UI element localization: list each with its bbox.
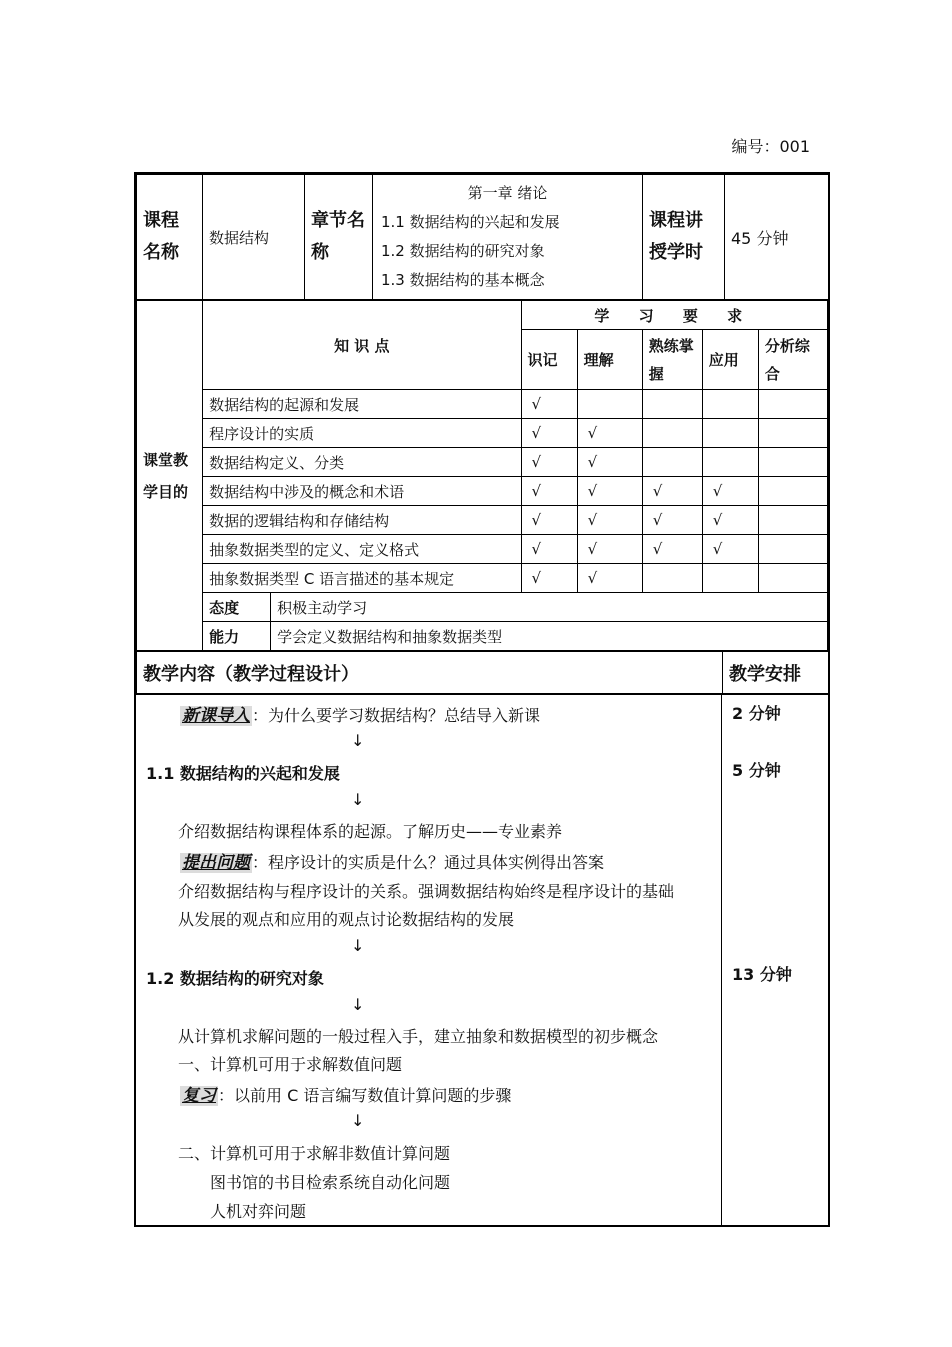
mark <box>642 448 702 477</box>
chapter-item: 1.1 数据结构的兴起和发展 <box>381 213 560 231</box>
hours-label: 课程讲授学时 <box>643 175 725 300</box>
section-2-title: 1.2 数据结构的研究对象 <box>146 969 324 988</box>
mark <box>758 506 827 535</box>
arrangement-header: 教学安排 <box>723 652 829 694</box>
time-allocation: 2 分钟 <box>732 704 781 723</box>
mark: √ <box>702 477 758 506</box>
topic: 抽象数据类型的定义、定义格式 <box>203 535 521 564</box>
content-schedule <box>722 695 828 1225</box>
table-row <box>137 506 828 535</box>
question-line <box>180 848 604 873</box>
mark: √ <box>642 535 702 564</box>
mark <box>577 390 642 419</box>
objectives-table <box>136 300 828 651</box>
section-2-line: 人机对弈问题 <box>210 1202 307 1221</box>
mark: √ <box>577 477 642 506</box>
mark: √ <box>521 535 577 564</box>
review-tag: 复习 <box>182 1086 216 1106</box>
mark: √ <box>521 390 577 419</box>
mark: √ <box>577 564 642 593</box>
content-process <box>136 695 722 1225</box>
section-1-line: 介绍数据结构课程体系的起源。了解历史——专业素养 <box>178 822 563 841</box>
table-row <box>137 564 828 593</box>
mark <box>702 564 758 593</box>
mark: √ <box>642 477 702 506</box>
section-2-line: 一、计算机可用于求解数值问题 <box>178 1055 403 1074</box>
review-line <box>180 1081 511 1106</box>
mark: √ <box>577 419 642 448</box>
flow-arrow: ↓ <box>351 936 365 955</box>
mark <box>642 564 702 593</box>
topic: 抽象数据类型 C 语言描述的基本规定 <box>203 564 521 593</box>
level-analyze: 分析综合 <box>758 330 827 390</box>
objectives-label: 课堂教学目的 <box>137 301 203 651</box>
section-2-line: 从计算机求解问题的一般过程入手，建立抽象和数据模型的初步概念 <box>178 1027 659 1046</box>
mark <box>702 419 758 448</box>
section-2-line: 二、计算机可用于求解非数值计算问题 <box>178 1144 451 1163</box>
time-allocation: 5 分钟 <box>732 761 781 780</box>
table-row <box>137 477 828 506</box>
section-1-line: 介绍数据结构与程序设计的关系。强调数据结构始终是程序设计的基础 <box>178 882 675 901</box>
ability-label: 能力 <box>203 622 271 651</box>
section-1-line: 从发展的观点和应用的观点讨论数据结构的发展 <box>178 910 515 929</box>
question-tag: 提出问题 <box>182 853 250 873</box>
topic: 数据结构定义、分类 <box>203 448 521 477</box>
attitude-value: 积极主动学习 <box>271 593 828 622</box>
knowledge-header: 知 识 点 <box>203 301 521 390</box>
mark <box>758 477 827 506</box>
mark: √ <box>521 477 577 506</box>
mark: √ <box>521 564 577 593</box>
ability-value: 学会定义数据结构和抽象数据类型 <box>271 622 828 651</box>
mark <box>642 419 702 448</box>
mark: √ <box>521 448 577 477</box>
table-row <box>137 390 828 419</box>
mark: √ <box>577 506 642 535</box>
chapter-label: 章节名称 <box>305 175 373 300</box>
topic: 数据结构的起源和发展 <box>203 390 521 419</box>
course-name-label: 课程名称 <box>137 175 203 300</box>
flow-arrow: ↓ <box>351 790 365 809</box>
mark: √ <box>702 506 758 535</box>
content-header-table <box>136 651 829 694</box>
document-number: 编号：001 <box>731 137 810 156</box>
mark: √ <box>702 535 758 564</box>
level-understand: 理解 <box>577 330 642 390</box>
review-text: ：以前用 C 语言编写数值计算问题的步骤 <box>218 1086 512 1105</box>
content-header: 教学内容（教学过程设计） <box>137 652 723 694</box>
intro-text: ：为什么要学习数据结构？总结导入新课 <box>252 706 541 725</box>
mark: √ <box>577 535 642 564</box>
mark: √ <box>577 448 642 477</box>
section-2-line: 图书馆的书目检索系统自动化问题 <box>210 1173 451 1192</box>
topic: 数据的逻辑结构和存储结构 <box>203 506 521 535</box>
hours-value: 45 分钟 <box>725 175 829 300</box>
lesson-plan-form <box>134 172 830 1227</box>
mark <box>758 564 827 593</box>
mark <box>758 419 827 448</box>
flow-arrow: ↓ <box>351 995 365 1014</box>
attitude-label: 态度 <box>203 593 271 622</box>
level-apply: 应用 <box>702 330 758 390</box>
level-master: 熟练掌握 <box>642 330 702 390</box>
mark <box>702 448 758 477</box>
section-1-title: 1.1 数据结构的兴起和发展 <box>146 764 340 783</box>
mark <box>702 390 758 419</box>
chapter-item: 1.2 数据结构的研究对象 <box>381 242 545 260</box>
table-row <box>137 448 828 477</box>
chapter-item: 1.3 数据结构的基本概念 <box>381 271 545 289</box>
question-text: ：程序设计的实质是什么？通过具体实例得出答案 <box>252 853 605 872</box>
mark <box>758 448 827 477</box>
course-name: 数据结构 <box>203 175 305 300</box>
mark <box>758 535 827 564</box>
intro-tag: 新课导入 <box>182 706 250 726</box>
mark: √ <box>642 506 702 535</box>
table-row <box>137 535 828 564</box>
mark <box>758 390 827 419</box>
mark: √ <box>521 419 577 448</box>
content-body <box>136 694 828 1225</box>
table-row <box>137 419 828 448</box>
time-allocation: 13 分钟 <box>732 965 792 984</box>
topic: 程序设计的实质 <box>203 419 521 448</box>
level-memorize: 识记 <box>521 330 577 390</box>
course-header-table <box>136 174 829 300</box>
flow-arrow: ↓ <box>351 1111 365 1130</box>
mark <box>642 390 702 419</box>
topic: 数据结构中涉及的概念和术语 <box>203 477 521 506</box>
flow-arrow: ↓ <box>351 731 365 750</box>
chapter-title: 第一章 绪论 <box>467 184 548 202</box>
mark: √ <box>521 506 577 535</box>
chapter-cell <box>373 175 643 300</box>
requirements-header: 学 习 要 求 <box>521 301 827 330</box>
intro-line <box>180 701 540 726</box>
